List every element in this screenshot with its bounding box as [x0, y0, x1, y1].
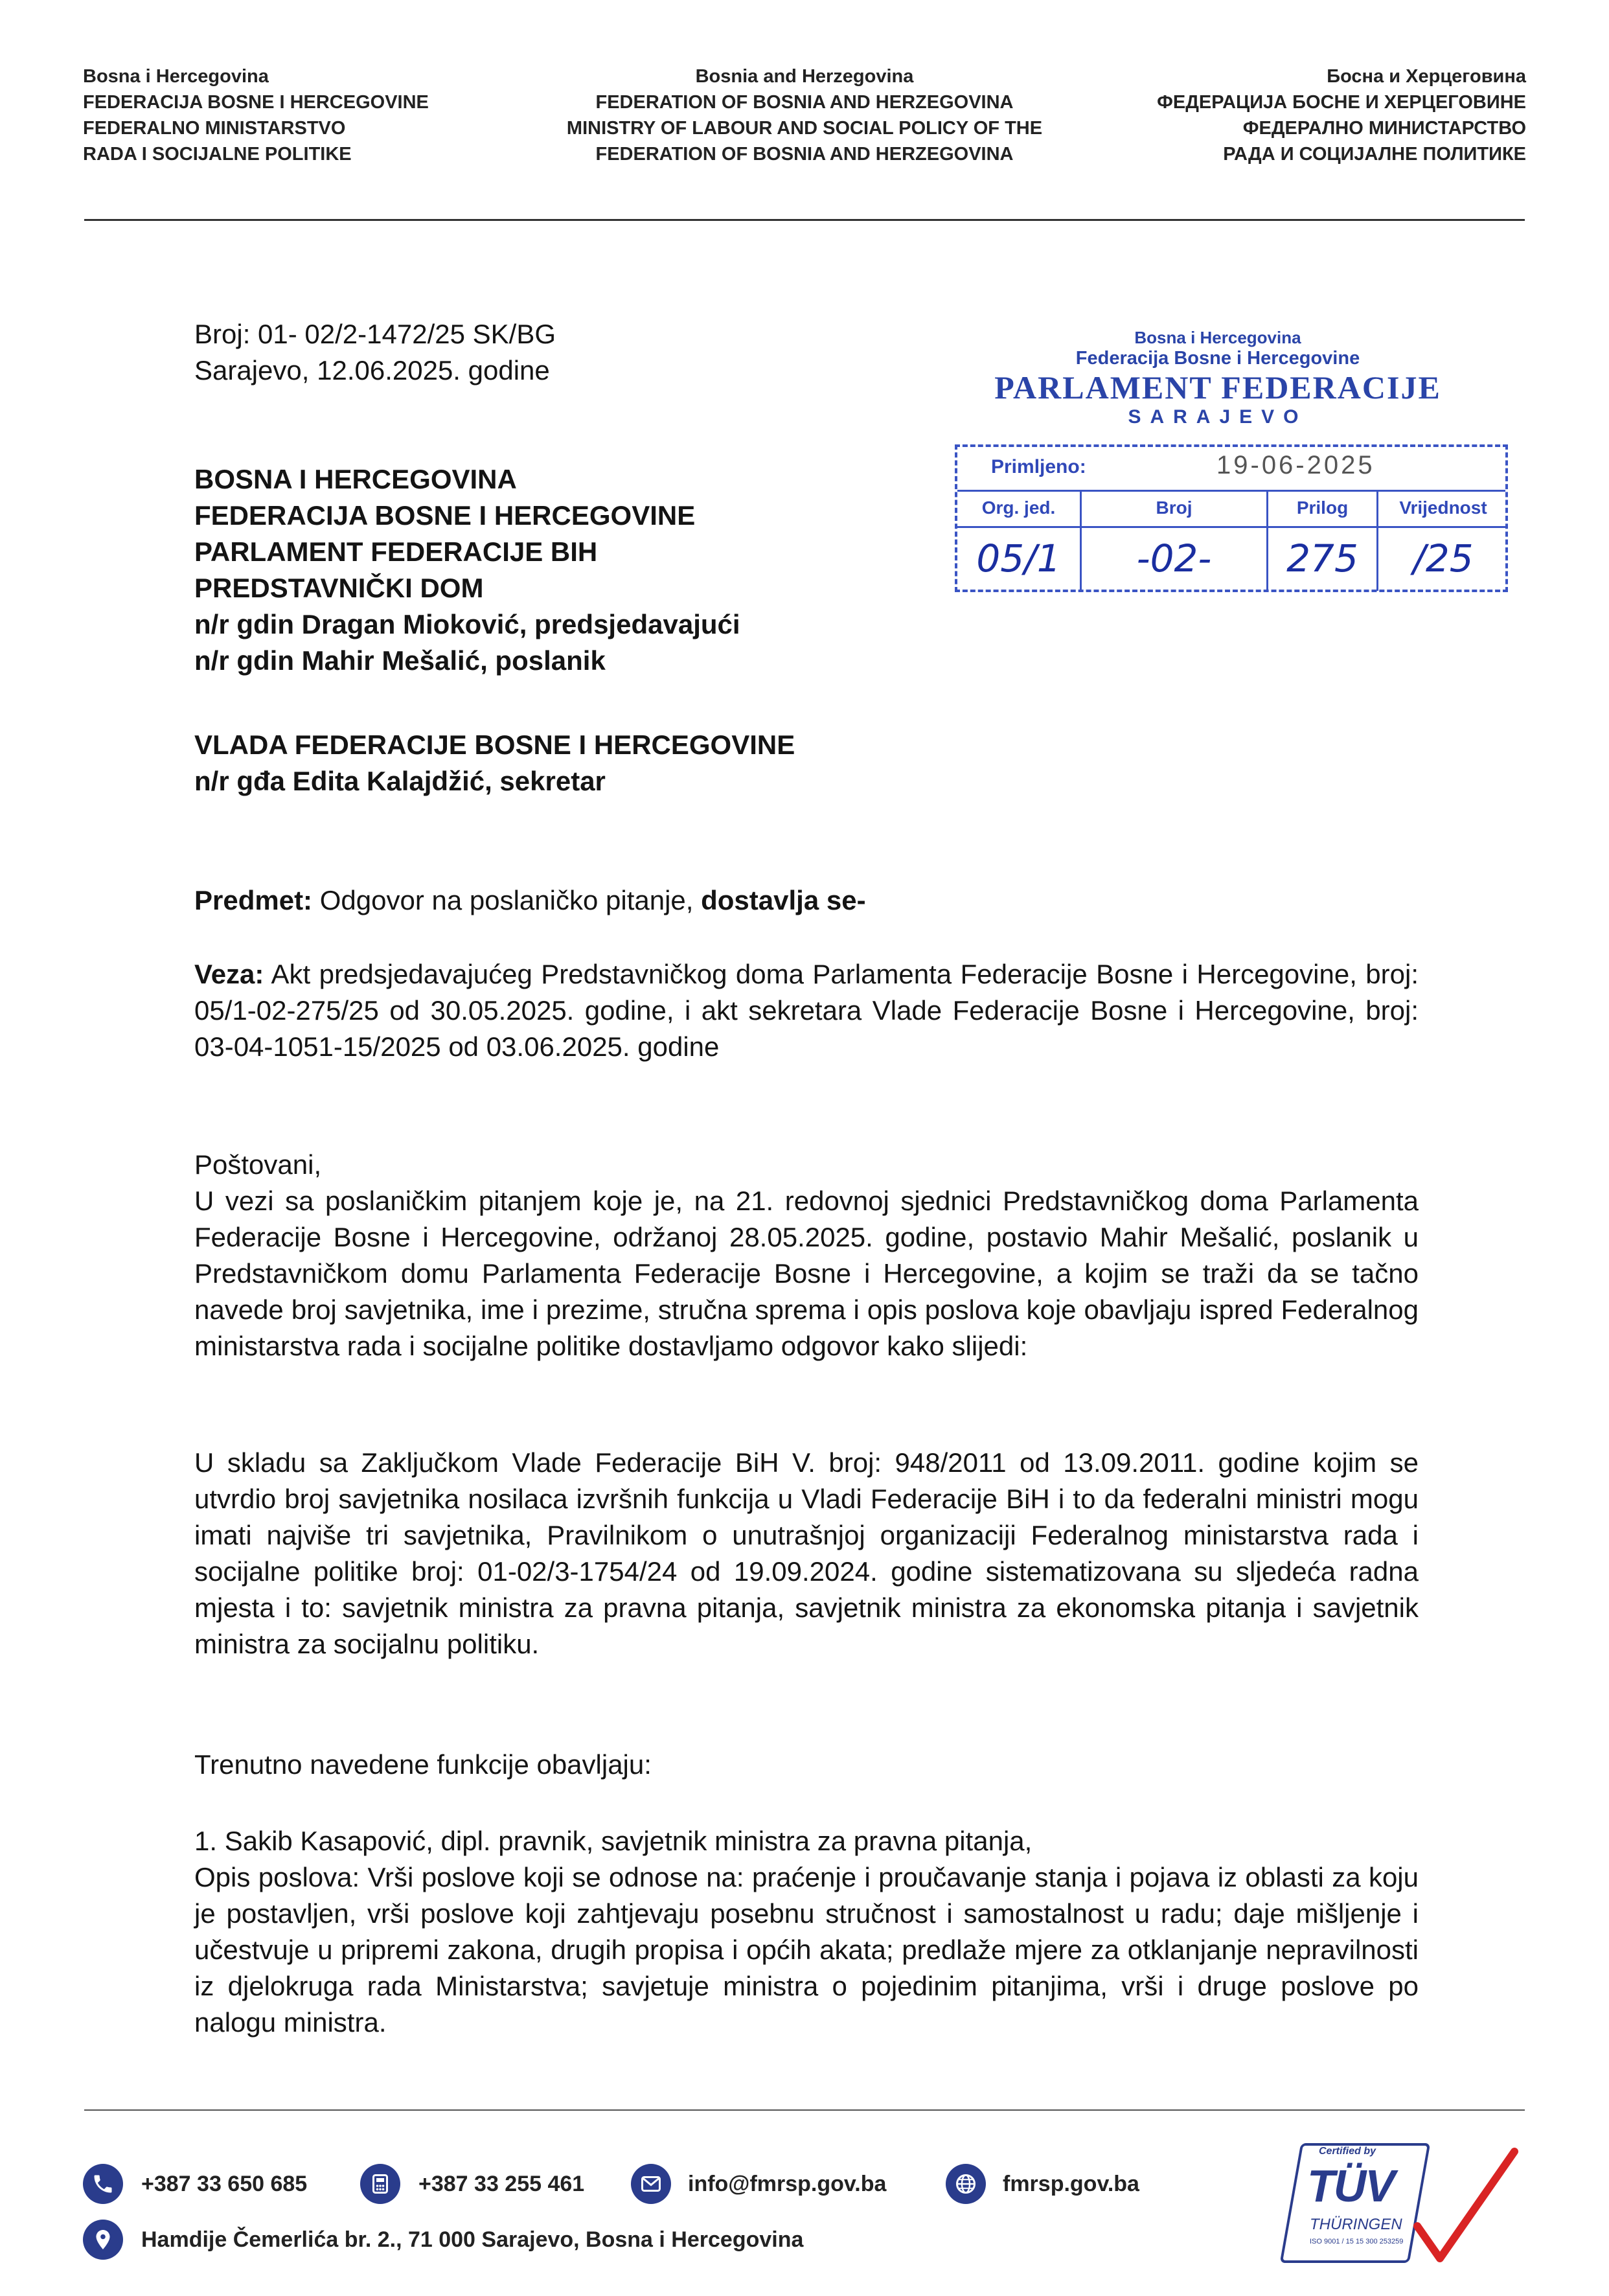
stamp-received-date: 19-06-2025 [1216, 451, 1375, 479]
location-icon [83, 2220, 123, 2260]
stamp-col-vrijednost: Vrijednost [1399, 498, 1487, 518]
footer-email[interactable]: info@fmrsp.gov.ba [688, 2172, 887, 2196]
subject-line [194, 882, 1419, 919]
stamp-line: Federacija Bosne i Hercegovine [1075, 348, 1360, 369]
tuv-iso: ISO 9001 / 15 15 300 253259 [1310, 2238, 1404, 2245]
stamp-val-prilog: 275 [1268, 526, 1378, 591]
link-label: Veza: [194, 959, 264, 989]
recipient-line: BOSNA I HERCEGOVINA [194, 464, 517, 494]
header-divider [84, 219, 1525, 221]
stamp-val-vrijednost: /25 [1413, 536, 1474, 580]
header-center-line: FEDERATION OF BOSNIA AND HERZEGOVINA [595, 92, 1014, 113]
subject-bold-end: dostavlja se- [701, 885, 866, 915]
stamp-col-prilog: Prilog [1268, 490, 1378, 526]
header-left-line: FEDERALNO MINISTARSTVO [83, 118, 346, 139]
footer-phone-2[interactable]: +387 33 255 461 [418, 2172, 585, 2196]
tuv-logo-text: TÜV [1307, 2161, 1394, 2211]
tuv-region: THÜRINGEN [1310, 2216, 1402, 2233]
stamp-col-org: Org. jed. [957, 490, 1082, 526]
tuv-certification-badge [1281, 2137, 1527, 2273]
reference-place-date: Sarajevo, 12.06.2025. godine [194, 355, 550, 385]
parliament-stamp-header [985, 328, 1451, 429]
header-left-line: FEDERACIJA BOSNE I HERCEGOVINE [83, 92, 429, 113]
header-center-line: MINISTRY OF LABOUR AND SOCIAL POLICY OF THE [566, 118, 1043, 139]
footer-phone-1[interactable]: +387 33 650 685 [141, 2172, 308, 2196]
header-right-line: Босна и Херцеговина [1327, 66, 1526, 87]
stamp-col-broj: Broj [1082, 490, 1268, 526]
recipient-line: VLADA FEDERACIJE BOSNE I HERCEGOVINE [194, 729, 795, 760]
recipient-line: n/r gđa Edita Kalajdžić, sekretar [194, 766, 606, 796]
header-right-line: ФЕДЕРАЛНО МИНИСТАРСТВО [1242, 118, 1526, 139]
stamp-received-label: Primljeno: [991, 456, 1086, 477]
stamp-val-org: 05/1 [957, 526, 1082, 591]
recipients-block [194, 461, 1419, 679]
paragraph-2: U skladu sa Zaključkom Vlade Federacije BiH V. broj: 948/2011 od 13.09.2011. godine kojim se utvrdio broj savjetnika nosilaca izvršnih funkcija u Vladi Federacije BiH i to da federalni ministri mogu imati najviše tri savjetnika, Pravilnikom o unutrašnjoj organizaciji Federalnog ministarstva rada i socijalne politike broj: 01-02/3-1754/24 od 19.09.2024. godine sistematizovana su sljedeća radna mjesta i to: savjetnik ministra za pravna pitanja, savjetnik ministra za ekonomska pitanja i savjetnik ministra za socijalnu politiku. [194, 1447, 1419, 1659]
header-left-line: RADA I SOCIJALNE POLITIKE [83, 144, 352, 165]
header-center-line: Bosnia and Herzegovina [695, 66, 914, 87]
recipient-line: n/r gdin Mahir Mešalić, poslanik [194, 645, 606, 676]
stamp-line: Bosna i Hercegovina [1134, 328, 1301, 347]
link-text: Akt predsjedavajućeg Predstavničkog doma Parlamenta Federacije Bosne i Hercegovine, broj: 05/1-02-275/25 od 30.05.2025. godine, i akt sekretara Vlade Federacije Bosne i Hercegovine, broj: 03-04-1051-15/2025 od 03.06.2025. godine [194, 959, 1419, 1062]
link-paragraph [194, 956, 1419, 1065]
footer-address: Hamdije Čemerlića br. 2., 71 000 Sarajevo, Bosna i Hercegovina [141, 2227, 804, 2252]
paragraph-1: U vezi sa poslaničkim pitanjem koje je, na 21. redovnoj sjednici Predstavničkog doma Parlamenta Federacije Bosne i Hercegovine, održanoj 28.05.2025. godine, postavio Mahir Mešalić, poslanik u Predstavničkom domu Parlamenta Federacije Bosne i Hercegovine, a kojim se traži da se tačno navede broj savjetnika, ime i prezime, stručna sprema i opis poslova koje obavljaju ispred Federalnog ministarstva rada i socijalne politike dostavljamo odgovor kako slijedi: [194, 1186, 1419, 1361]
header-left-line: Bosna i Hercegovina [83, 66, 269, 87]
paragraph-3: Trenutno navedene funkcije obavljaju: [194, 1749, 652, 1780]
stamp-line: PARLAMENT FEDERACIJE [994, 369, 1441, 406]
recipient-line: n/r gdin Dragan Mioković, predsjedavajući [194, 609, 740, 639]
tuv-certified-label: Certified by [1319, 2146, 1376, 2157]
footer-divider [84, 2109, 1525, 2111]
fax-icon [360, 2164, 400, 2204]
header-right-line: РАДА И СОЦИЈАЛНЕ ПОЛИТИКЕ [1223, 144, 1526, 165]
stamp-line: SARAJEVO [1128, 406, 1308, 428]
advisor-item-1-description: Opis poslova: Vrši poslove koji se odnose na: praćenje i proučavanje stanja i pojava iz oblasti za koju je postavljen, vrši poslove koji zahtjevaju posebnu stručnost i samostalnost u radu; daje mišljenje i učestvuje u pripremi zakona, drugih propisa i općih akata; predlaže mjere za otklanjanje nepravilnosti iz djelokruga rada Ministarstva; savjetuje ministra o pojedinim pitanjima, vrši i druge poslove po nalogu ministra. [194, 1862, 1419, 2038]
header-right-line: ФЕДЕРАЦИЈА БОСНЕ И ХЕРЦЕГОВИНЕ [1157, 92, 1526, 113]
header-center [350, 63, 1259, 167]
recipient-line: PARLAMENT FEDERACIJE BIH [194, 536, 598, 567]
government-recipient-block [194, 727, 1419, 799]
recipient-line: FEDERACIJA BOSNE I HERCEGOVINE [194, 500, 696, 531]
reference-number: Broj: 01- 02/2-1472/25 SK/BG [194, 319, 556, 349]
footer-website[interactable]: fmrsp.gov.ba [1003, 2172, 1139, 2196]
subject-label: Predmet: [194, 885, 313, 915]
globe-icon [946, 2164, 986, 2204]
checkmark-icon [1411, 2142, 1521, 2271]
header-center-line: FEDERATION OF BOSNIA AND HERZEGOVINA [595, 144, 1014, 165]
recipient-line: PREDSTAVNIČKI DOM [194, 573, 484, 603]
subject-text: Odgovor na poslaničko pitanje, [312, 885, 702, 915]
advisor-item-1-title: 1. Sakib Kasapović, dipl. pravnik, savjetnik ministra za pravna pitanja, [194, 1826, 1033, 1856]
header-right [1157, 63, 1526, 167]
email-icon [631, 2164, 671, 2204]
phone-icon [83, 2164, 123, 2204]
greeting: Poštovani, [194, 1149, 322, 1180]
stamp-val-broj: -02- [1082, 526, 1268, 591]
